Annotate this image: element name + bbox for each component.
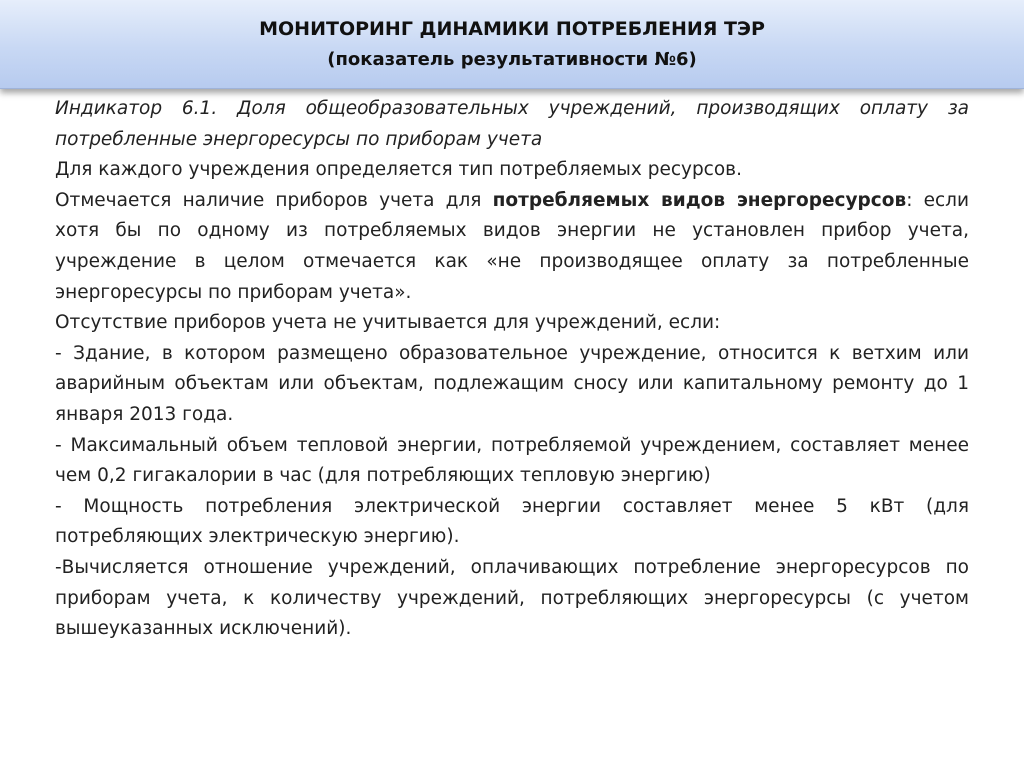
slide-subtitle: (показатель результативности №6) [327,49,697,70]
list-item-electric: - Мощность потребления электрической энергии составляет менее 5 кВт (для потребляющих электрическую энергию). [55,495,969,548]
paragraph-resource-types: Для каждого учреждения определяется тип потребляемых ресурсов. [55,159,742,181]
slide-body [55,94,969,645]
paragraph-meters-text-end: : если хотя бы по одному из потребляемых видов энергии не установлен прибор учета, учреждение в целом отмечается как «не производящее оплату за потребленные энергоресурсы по приборам учета». [55,189,970,303]
list-item-building: - Здание, в котором размещено образовательное учреждение, относится к ветхим или аварийным объектам или объектам, подлежащим сносу или капитальному ремонту до 1 января 2013 года. [55,342,969,425]
paragraph-exceptions-intro: Отсутствие приборов учета не учитывается для учреждений, если: [55,312,721,334]
paragraph-meters-text-start: Отмечается наличие приборов учета для [55,189,493,211]
indicator-heading: Индикатор 6.1. Доля общеобразовательных учреждений, производящих оплату за потребленные энергоресурсы по приборам учета [55,98,969,150]
paragraph-meters [55,186,969,308]
list-item-ratio: -Вычисляется отношение учреждений, оплачивающих потребление энергоресурсов по приборам учета, к количеству учреждений, потребляющих энергоресурсы (с учетом вышеуказанных исключений). [55,556,969,640]
paragraph-meters-emphasis: потребляемых видов энергоресурсов [492,189,907,211]
list-item-heat: - Максимальный объем тепловой энергии, потребляемой учреждением, составляет менее чем 0,2 гигакалории в час (для потребляющих тепловую энергию) [55,434,969,487]
title-banner [0,0,1024,89]
slide-title: МОНИТОРИНГ ДИНАМИКИ ПОТРЕБЛЕНИЯ ТЭР [259,18,765,40]
